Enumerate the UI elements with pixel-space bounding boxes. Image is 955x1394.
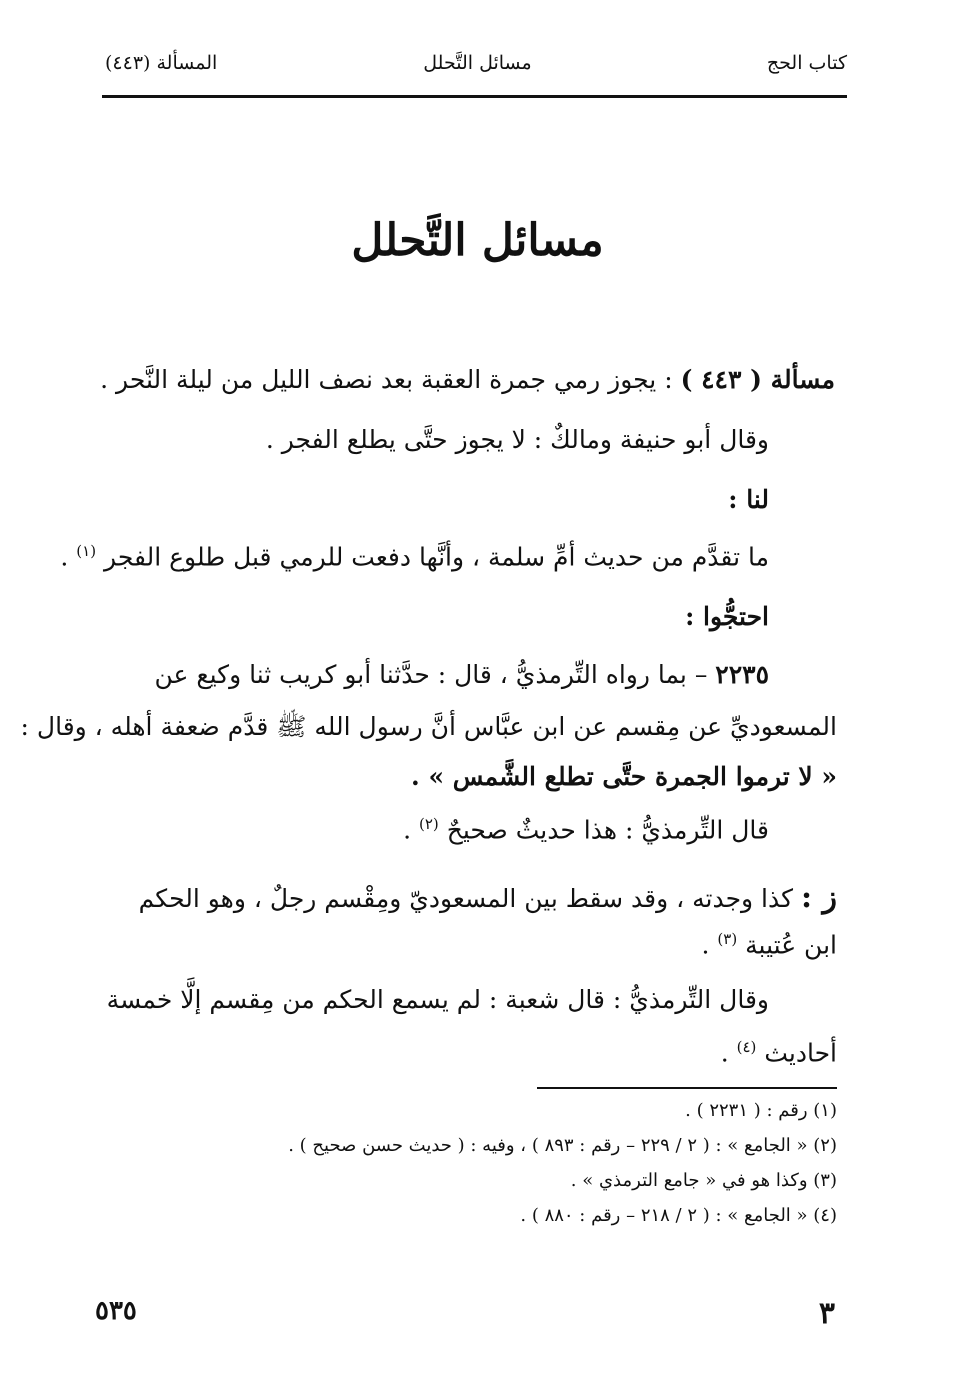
z-comment-line-1: [100, 880, 837, 916]
footnote-ref-3: (٣): [717, 930, 738, 948]
running-header-section: مسائل التَّحلل: [423, 52, 532, 74]
tirmidhi-grading: [100, 815, 769, 845]
shuba-text-2: أحاديث: [764, 1038, 837, 1068]
z-label: ز :: [800, 880, 837, 915]
header-rule: [102, 95, 847, 98]
running-header-issue: المسألة (٤٤٣): [105, 52, 218, 74]
issue-text: : يجوز رمي جمرة العقبة بعد نصف الليل من ليلة النَّحر .: [100, 365, 681, 394]
footnote-rule: [537, 1087, 837, 1089]
hadith-line-1: [100, 660, 769, 690]
shuba-line-2: [100, 1038, 837, 1068]
running-header-book: كتاب الحج: [766, 52, 847, 74]
page-number: ٥٣٥: [95, 1296, 137, 1326]
z-text-2: ابن عُتيبة: [745, 930, 837, 960]
hanafi-opinion: وقال أبو حنيفة ومالكٌ : لا يجوز حتَّى يطلع الفجر .: [265, 425, 769, 454]
lana-heading: لنا :: [728, 485, 769, 514]
footnote-3: (٣) وكذا هو في « جامع الترمذي » .: [570, 1170, 837, 1191]
tirmidhi-period: .: [403, 815, 419, 845]
evidence-period: .: [60, 542, 77, 572]
hadith-line-2: المسعوديِّ عن مِقسم عن ابن عبَّاس أنَّ رسول الله ﷺ قدَّم ضعفة أهله ، وقال :: [20, 712, 837, 741]
ihtajju-heading: احتجُّوا :: [685, 602, 769, 631]
footnote-ref-1: (١): [76, 542, 97, 560]
footnote-2: (٢) « الجامع » : ( ٢ / ٢٢٩ – رقم : ٨٩٣ ) ، وفيه : ( حديث حسن صحيح ) .: [288, 1135, 837, 1156]
hadith-text-1: – بما رواه التِّرمذيُّ ، قال : حدَّثنا أبو كريب ثنا وكيع عن: [154, 660, 716, 689]
volume-number: ٣: [818, 1296, 835, 1331]
footnote-1: (١) رقم : ( ٢٢٣١ ) .: [685, 1100, 837, 1121]
issue-label: مسألة ( ٤٤٣ ): [680, 365, 835, 394]
evidence-text: ما تقدَّم من حديث أمِّ سلمة ، وأنَّها دفعت للرمي قبل طلوع الفجر: [104, 542, 769, 572]
evidence-paragraph: [60, 542, 769, 572]
footnote-ref-4: (٤): [736, 1038, 757, 1056]
tirmidhi-text: قال التِّرمذيُّ : هذا حديثٌ صحيحٌ: [446, 815, 769, 845]
issue-statement: [100, 365, 835, 395]
footnote-4: (٤) « الجامع » : ( ٢ / ٢١٨ – رقم : ٨٨٠ ) .: [520, 1205, 837, 1226]
z-text-1: كذا وجدته ، وقد سقط بين المسعوديّ ومِقْسم رجلٌ ، وهو الحكم: [138, 884, 801, 913]
z-comment-line-2: [100, 930, 837, 960]
z-period: .: [701, 930, 718, 960]
chapter-title: مسائل التَّحلل: [351, 215, 604, 266]
shuba-period: .: [720, 1038, 737, 1068]
shuba-line-1: وقال التِّرمذيُّ : قال شعبة : لم يسمع الحكم من مِقسم إلَّا خمسة: [106, 985, 769, 1014]
hadith-line-3: « لا ترموا الجمرة حتَّى تطلع الشَّمس » .: [411, 762, 837, 791]
hadith-number: ٢٢٣٥: [715, 660, 769, 689]
footnote-ref-2: (٢): [419, 815, 439, 833]
